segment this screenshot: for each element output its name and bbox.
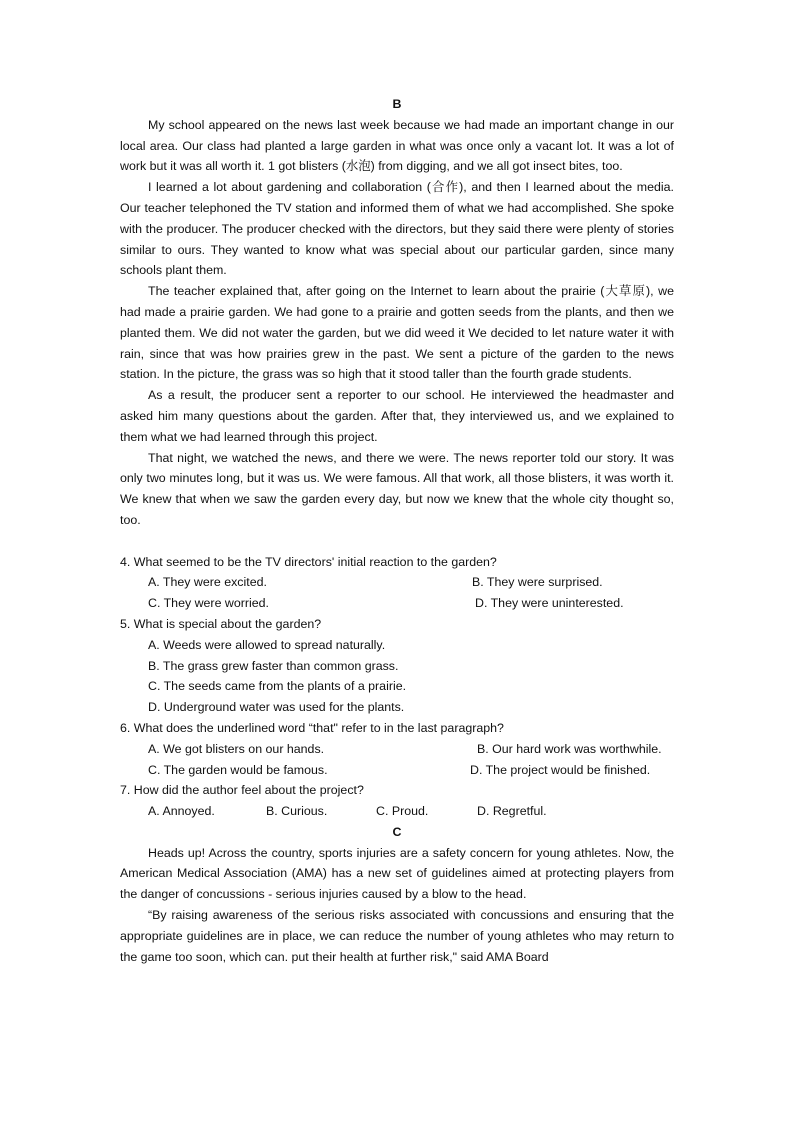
- question-6-option-b: B. Our hard work was worthwhile.: [477, 741, 662, 756]
- spacer: [120, 531, 674, 552]
- question-7-option-c: C. Proud.: [376, 804, 429, 819]
- question-6-stem: 6. What does the underlined word “that" refer to in the last paragraph?: [120, 720, 504, 735]
- section-b-paragraph-4: As a result, the producer sent a reporter to our school. He interviewed the headmaster and asked him many questions about the garden. After that, they interviewed us, and we explained to them what we had learned through this project.: [120, 388, 674, 444]
- question-4-option-c: C. They were worried.: [148, 596, 269, 611]
- section-c-paragraph-1: Heads up! Across the country, sports injuries are a safety concern for young athletes. Now, the American Medical Association (AMA) has a new set of guidelines aimed at protecting players from the danger of concussions - serious injuries caused by a blow to the head.: [120, 845, 674, 902]
- question-6-options-row-2: [120, 760, 674, 781]
- question-5-option-a: A. Weeds were allowed to spread naturally.: [148, 637, 386, 652]
- question-5-option-c: C. The seeds came from the plants of a prairie.: [148, 679, 407, 694]
- section-c-paragraph-2: “By raising awareness of the serious risks associated with concussions and ensuring that the appropriate guidelines are in place, we can reduce the number of young athletes who may return to the game too soon, which can. put their health at further risk," said AMA Board: [120, 908, 674, 964]
- question-5-option-b: B. The grass grew faster than common grass.: [148, 658, 399, 673]
- section-b-paragraph-5: That night, we watched the news, and there we were. The news reporter told our story. It was only two minutes long, but it was us. We were famous. All that work, all those blisters, it was worth it. We knew that when we saw the garden every day, but now we knew that the whole city thought so, too.: [120, 450, 674, 527]
- question-4-options-row-1: [120, 572, 674, 593]
- question-4-stem: 4. What seemed to be the TV directors' initial reaction to the garden?: [120, 554, 497, 569]
- question-4-options-row-2: [120, 593, 674, 614]
- question-7-option-b: B. Curious.: [266, 804, 328, 819]
- question-4-option-b: B. They were surprised.: [472, 575, 603, 590]
- question-7-option-d: D. Regretful.: [477, 804, 547, 819]
- section-b-paragraph-1: My school appeared on the news last week because we had made an important change in our local area. Our class had planted a large garden in what was once only a vacant lot. It was a lot of work but it was all worth it. 1 got blisters (水泡) from digging, and we all got insect bites, too.: [120, 117, 674, 174]
- question-5-option-row-c: [120, 676, 674, 697]
- question-7-stem: 7. How did the author feel about the project?: [120, 783, 364, 798]
- section-b-paragraph-2: I learned a lot about gardening and collaboration (合作), and then I learned about the media. Our teacher telephoned the TV station and informed them of what we had accomplished. She spoke with the producer. The producer checked with the directors, but they said there were plenty of stories similar to ours. They wanted to know what was special about our particular garden, since many schools plant them.: [120, 180, 674, 278]
- question-6-options-row-1: [120, 739, 674, 760]
- question-5-option-row-a: [120, 635, 674, 656]
- question-5-option-row-d: [120, 697, 674, 718]
- question-5-option-d: D. Underground water was used for the plants.: [148, 700, 405, 715]
- question-6-option-a: A. We got blisters on our hands.: [148, 741, 325, 756]
- document-page: [120, 94, 674, 967]
- question-4-option-a: A. They were excited.: [148, 575, 267, 590]
- question-6-option-c: C. The garden would be famous.: [148, 762, 328, 777]
- question-4-option-d: D. They were uninterested.: [475, 596, 624, 611]
- section-c-title: C: [392, 824, 402, 839]
- question-6-option-d: D. The project would be finished.: [470, 762, 651, 777]
- question-7-option-a: A. Annoyed.: [148, 804, 215, 819]
- question-5-stem: 5. What is special about the garden?: [120, 616, 322, 631]
- question-5-option-row-b: [120, 656, 674, 677]
- question-7-options-row: [120, 801, 674, 822]
- section-b-paragraph-3: The teacher explained that, after going on the Internet to learn about the prairie (大草原), we had made a prairie garden. We had gone to a prairie and gotten seeds from the plants, and then we planted them. We did not water the garden, but we did weed it We decided to let nature water it with rain, since that was how prairies grew in the past. We sent a picture of the garden to the news station. In the picture, the grass was so high that it stood taller than the fourth grade students.: [120, 284, 674, 382]
- section-b-title: B: [392, 97, 402, 111]
